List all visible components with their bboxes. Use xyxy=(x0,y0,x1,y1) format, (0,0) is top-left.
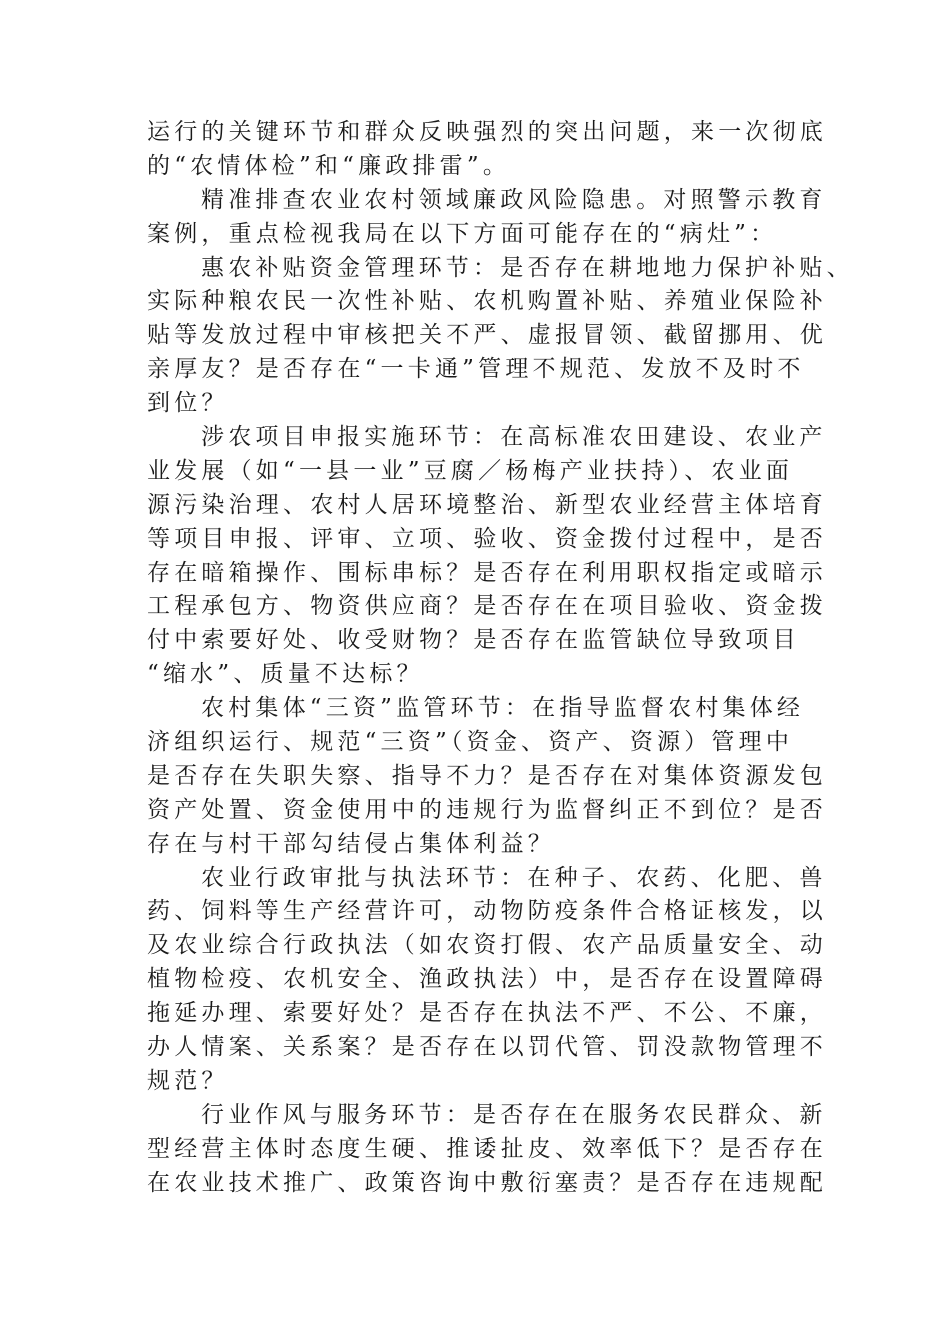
text-line: 办人情案、关系案？是否存在以罚代管、罚没款物管理不 xyxy=(147,1034,827,1061)
text-line: 实际种粮农民一次性补贴、农机购置补贴、养殖业保险补 xyxy=(147,288,827,315)
text-line: 案例，重点检视我局在以下方面可能存在的“病灶”： xyxy=(147,220,778,247)
text-line: 资产处置、资金使用中的违规行为监督纠正不到位？是否 xyxy=(147,796,827,823)
document-body xyxy=(147,116,854,1201)
text-line: 及农业综合行政执法（如农资打假、农产品质量安全、动 xyxy=(147,932,827,959)
text-line: 是否存在失职失察、指导不力？是否存在对集体资源发包 xyxy=(147,762,827,789)
text-line: 付中索要好处、收受财物？是否存在监管缺位导致项目 xyxy=(147,627,800,654)
text-line: 农业行政审批与执法环节：在种子、农药、化肥、兽 xyxy=(201,864,827,891)
text-line: 源污染治理、农村人居环境整治、新型农业经营主体培育 xyxy=(147,491,827,518)
text-line: 到位？ xyxy=(147,390,229,417)
text-line: 济组织运行、规范“三资”（资金、资产、资源）管理中 xyxy=(147,729,794,756)
text-line: 农村集体“三资”监管环节：在指导监督农村集体经 xyxy=(201,695,805,722)
text-line: 运行的关键环节和群众反映强烈的突出问题，来一次彻底 xyxy=(147,119,827,145)
text-line: “缩水”、质量不达标？ xyxy=(147,661,424,688)
text-line: 精准排查农业农村领域廉政风险隐患。对照警示教育 xyxy=(201,186,827,213)
text-line: 工程承包方、物资供应商？是否存在在项目验收、资金拨 xyxy=(147,593,827,620)
text-line: 贴等发放过程中审核把关不严、虚报冒领、截留挪用、优 xyxy=(147,322,827,349)
text-line: 的“农情体检”和“廉政排雷”。 xyxy=(147,152,511,179)
text-line: 存在暗箱操作、围标串标？是否存在利用职权指定或暗示 xyxy=(147,559,827,586)
text-line: 拖延办理、索要好处？是否存在执法不严、不公、不廉， xyxy=(147,1000,827,1027)
text-line: 在农业技术推广、政策咨询中敷衍塞责？是否存在违规配 xyxy=(147,1169,827,1196)
text-line: 等项目申报、评审、立项、验收、资金拨付过程中，是否 xyxy=(147,525,827,552)
text-line: 药、饲料等生产经营许可，动物防疫条件合格证核发，以 xyxy=(147,898,827,925)
text-line: 型经营主体时态度生硬、推诿扯皮、效率低下？是否存在 xyxy=(147,1135,827,1162)
text-line: 涉农项目申报实施环节：在高标准农田建设、农业产 xyxy=(201,424,827,451)
text-line: 亲厚友？是否存在“一卡通”管理不规范、发放不及时不 xyxy=(147,356,805,383)
text-line: 行业作风与服务环节：是否存在在服务农民群众、新 xyxy=(201,1101,827,1128)
text-line: 惠农补贴资金管理环节：是否存在耕地地力保护补贴、 xyxy=(201,254,854,281)
text-line: 存在与村干部勾结侵占集体利益？ xyxy=(147,830,555,857)
text-line: 规范？ xyxy=(147,1067,229,1094)
text-line: 业发展（如“一县一业”豆腐／杨梅产业扶持）、农业面 xyxy=(147,457,794,484)
text-line: 植物检疫、农机安全、渔政执法）中，是否存在设置障碍 xyxy=(147,966,827,993)
